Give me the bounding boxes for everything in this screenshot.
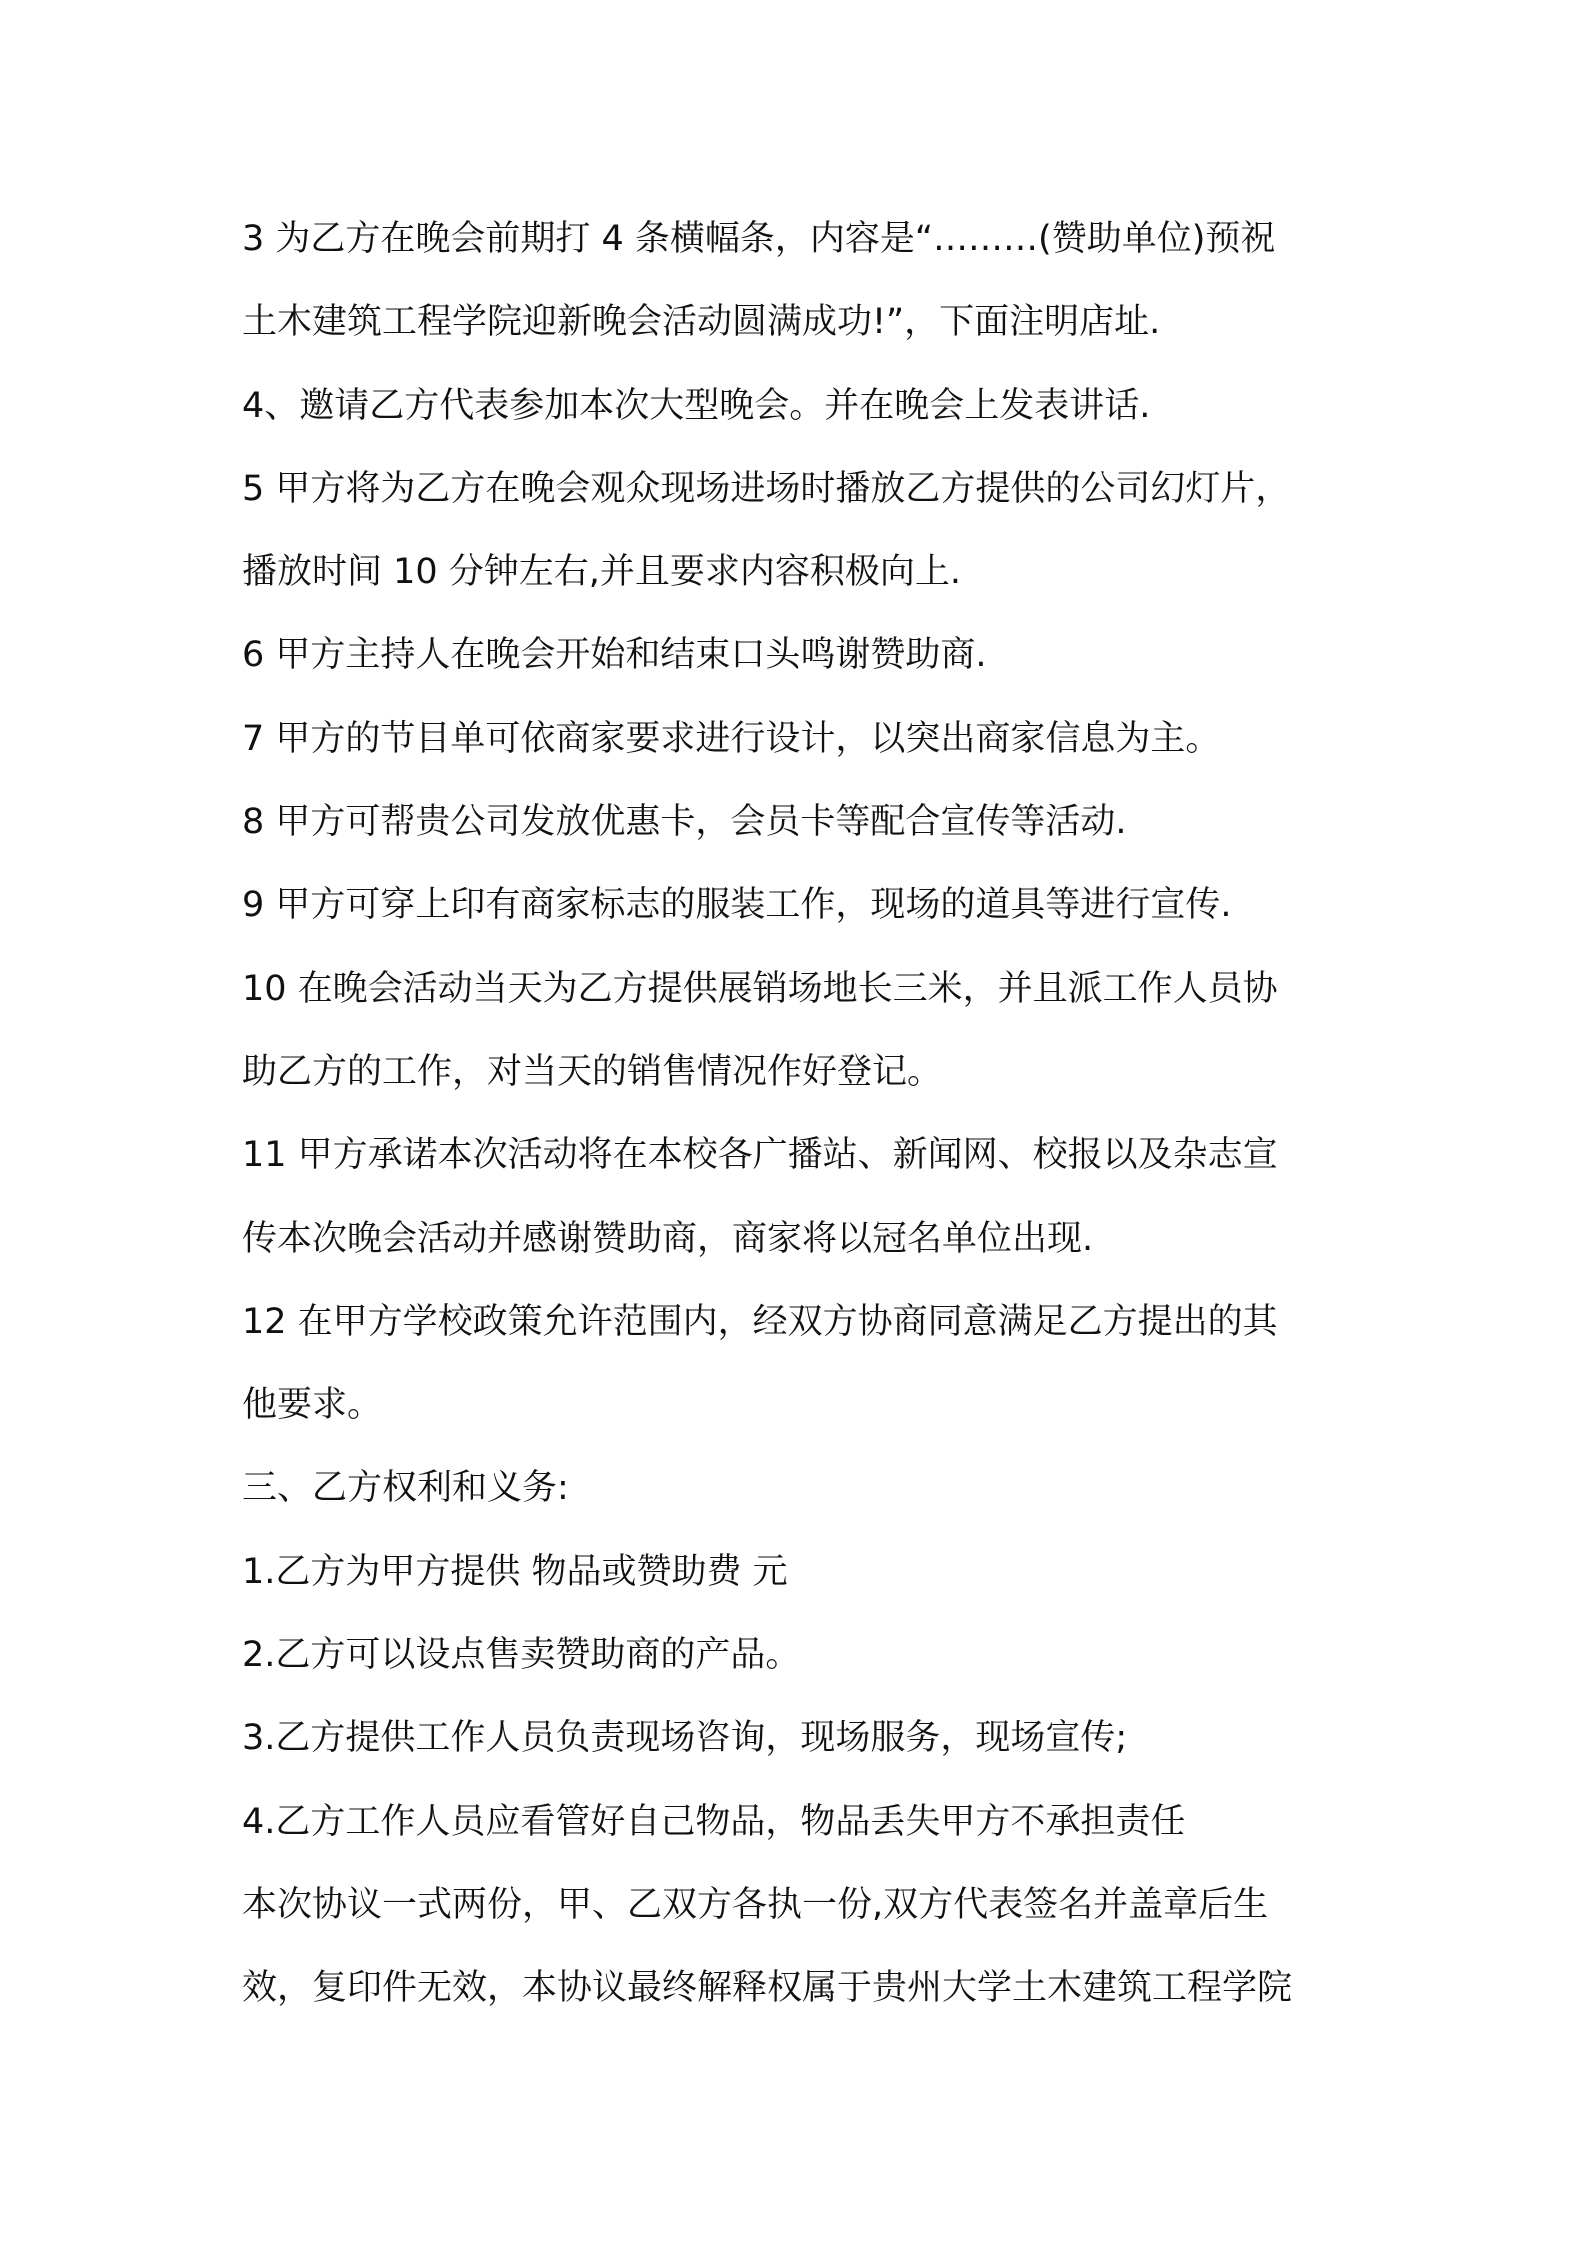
text-line: 4.乙方工作人员应看管好自己物品，物品丢失甲方不承担责任 [242,1801,1186,1842]
document-body [242,198,1362,2031]
text-line: 5 甲方将为乙方在晚会观众现场进场时播放乙方提供的公司幻灯片， [242,468,1291,509]
text-line: 2.乙方可以设点售卖赞助商的产品。 [242,1635,801,1676]
text-line: 土木建筑工程学院迎新晚会活动圆满成功!”，下面注明店址. [242,302,1161,343]
text-line: 本次协议一式两份，甲、乙双方各执一份,双方代表签名并盖章后生 [242,1884,1269,1925]
text-line: 12 在甲方学校政策允许范围内，经双方协商同意满足乙方提出的其 [242,1301,1278,1342]
text-line: 他要求。 [242,1385,383,1426]
text-line: 4、邀请乙方代表参加本次大型晚会。并在晚会上发表讲话. [242,385,1151,426]
text-line: 播放时间 10 分钟左右,并且要求内容积极向上. [242,552,962,593]
text-line: 9 甲方可穿上印有商家标志的服装工作，现场的道具等进行宣传. [242,885,1232,926]
section-heading: 三、乙方权利和义务: [242,1468,569,1509]
text-line: 助乙方的工作，对当天的销售情况作好登记。 [242,1051,943,1092]
text-line: 效，复印件无效，本协议最终解释权属于贵州大学土木建筑工程学院 [242,1968,1293,2009]
text-line: 10 在晚会活动当天为乙方提供展销场地长三米，并且派工作人员协 [242,968,1278,1009]
text-line: 3 为乙方在晚会前期打 4 条横幅条，内容是“………(赞助单位)预祝 [242,219,1276,259]
text-line: 11 甲方承诺本次活动将在本校各广播站、新闻网、校报以及杂志宣 [242,1135,1278,1176]
text-line: 8 甲方可帮贵公司发放优惠卡，会员卡等配合宣传等活动. [242,802,1127,843]
text-line: 传本次晚会活动并感谢赞助商，商家将以冠名单位出现. [242,1218,1094,1259]
text-line: 3.乙方提供工作人员负责现场咨询，现场服务，现场宣传; [242,1718,1128,1759]
text-line: 1.乙方为甲方提供 物品或赞助费 元 [242,1551,788,1592]
text-line: 7 甲方的节目单可依商家要求进行设计，以突出商家信息为主。 [242,718,1221,759]
text-line: 6 甲方主持人在晚会开始和结束口头鸣谢赞助商. [242,635,987,676]
